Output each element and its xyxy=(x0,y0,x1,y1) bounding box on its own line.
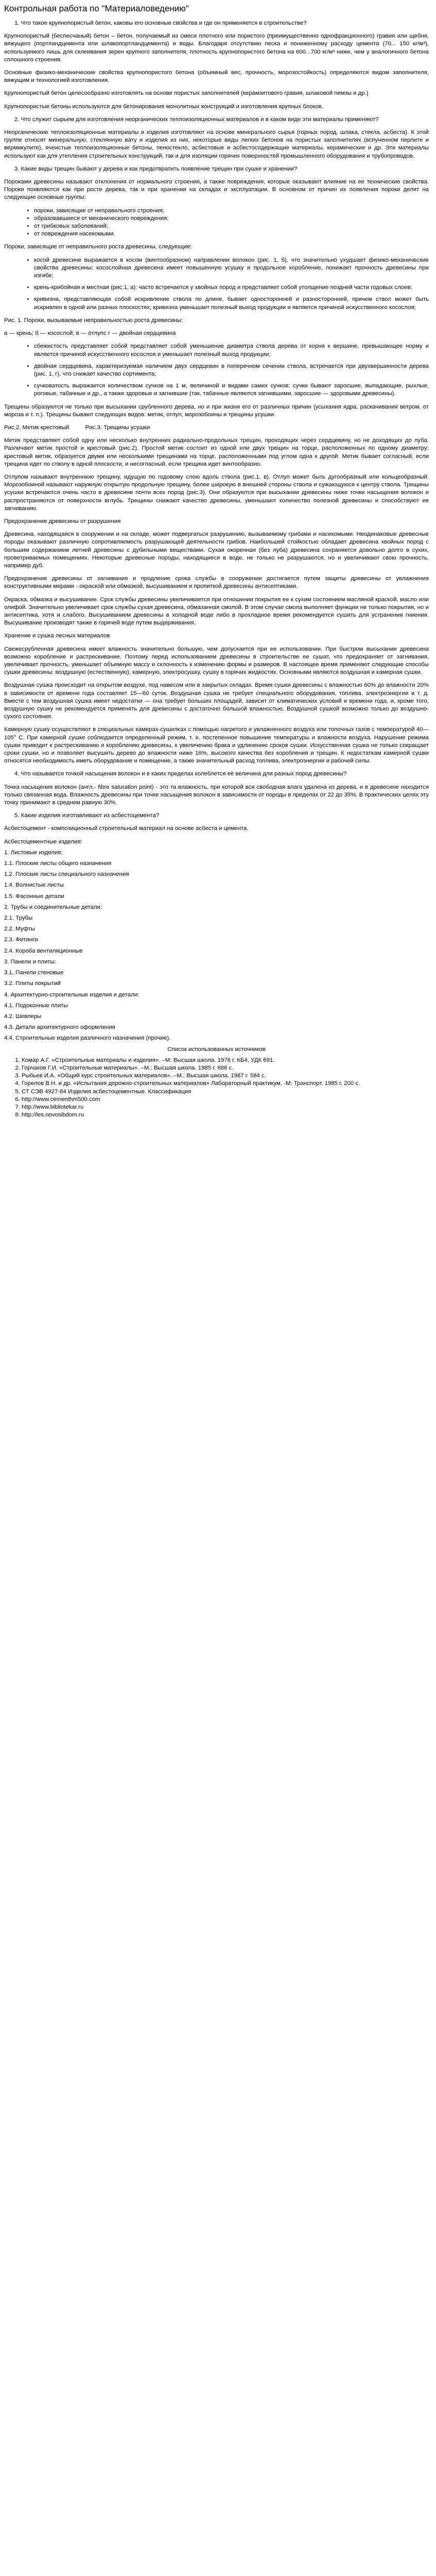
list-item: 4. Архитектурно-строительные изделия и детали: xyxy=(4,991,139,998)
paragraph: Асбестоцементные изделия: xyxy=(4,838,82,845)
sources-list xyxy=(4,1057,429,1120)
products-list xyxy=(4,849,429,1043)
paragraph: Асбестоцемент - композиционный строительный материал на основе асбеста и цемента. xyxy=(4,825,249,832)
list-item: • образовавшиеся от механического повреждения; xyxy=(34,215,429,223)
question-2: 2. Что служит сырьем для изготовления неорганических теплоизоляционных материалов и в каком виде эти материалы применяют? xyxy=(14,116,379,123)
list-item: 4.3. Детали архитектурного оформления xyxy=(4,1024,115,1031)
list-item: 3. Панели и плиты: xyxy=(4,958,56,965)
defect-groups-list xyxy=(4,207,429,239)
list-item: 2.1. Трубы xyxy=(4,915,33,922)
source-link[interactable]: 7. http://www.bibliotekar.ru xyxy=(22,1104,429,1111)
list-item: 1.4. Волнистые листы xyxy=(4,882,64,889)
paragraph: Предохранение древесины от загнивания и продление срока службы в сооружении достигается путем защиты древесины от увлажнения конструктивными мерами - окраской или обмазкой, высушиванием и пропиткой древесины антисептиками. xyxy=(4,575,429,590)
source-link[interactable]: 8. http://les.novosibdom.ru xyxy=(22,1111,429,1119)
paragraph: Основные физико-механические свойства крупнопористого бетона (объемный вес, прочность, морозостойкость) определяются видом заполнителя, вяжущим и технологией изготовления. xyxy=(4,70,429,84)
paragraph: Крупнопористый бетон целесообразно изготовлять на основе пористых заполнителей (керамзитового гравия, шлаковой пемзы и др.) xyxy=(4,90,369,97)
source-item: 5. СТ СЭВ 4927-84 Изделия асбестоцементные. Классификация xyxy=(22,1088,429,1096)
document-title: Контрольная работа по "Материаловедению" xyxy=(4,4,189,13)
list-item: • сучковатость выражается количеством сучков на 1 м, величиной и видами самих сучков; сучки бывают заросшие, выпадающие, рыхлые, роговые, табачные и др., а также здоровые и загнившие (так, табачные являются загнившими, заросшие — здоровыми древесины). xyxy=(34,382,429,398)
paragraph: Неорганические теплоизоляционные материалы и изделия изготовляют на основе минерального сырья (горных пород, шлака, стекла, асбеста). К этой группе относят минеральную, стеклянную вату и изделия из них, некоторые виды легких бетонов на пористых заполнителях (вспученном перлите и вермикулите), ячеистые теплоизоляционные бетоны, пеностекло, асбестовые и асбестосодержащие материалы, керамические и др. Эти материалы используют как для утепления строительных конструкций, так и для изоляции горячих поверхностей промышленного оборудования и трубопроводов. xyxy=(4,129,429,159)
source-link[interactable]: 6. http://www.cementhm500.com xyxy=(22,1096,429,1104)
list-item: 4.4. Строительные изделия различного назначения (прочие). xyxy=(4,1035,171,1042)
list-item: 2.4. Короба вентиляционные xyxy=(4,947,83,954)
question-4: 4. Что называется точкой насыщения волокон и в каких пределах колеблется её величина для разных пород древесины? xyxy=(14,771,347,777)
sources-heading: Список использованных источников xyxy=(167,1046,266,1053)
source-item: 4. Горелов В.Н. и др. «Испытания дорожно-строительных материалов» Лабораторный практикум. -М: Транспорт. 1985 г. 200 с. xyxy=(22,1080,429,1088)
source-item: 3. Рыбьев И.А. «Общий курс строительных материалов». –М.: Высшая школа. 1987 г. 584 с. xyxy=(22,1072,429,1080)
question-1: 1. Что такое крупнопористый бетон, каковы его основные свойства и где он применяется в строительстве? xyxy=(14,20,307,26)
list-item: 2.3. Фитинги xyxy=(4,937,38,943)
source-item: 1. Комар А.Г. «Строительные материалы и изделия». –М: Высшая школа. 1976 г. КБ4, УДК 691. xyxy=(22,1057,429,1064)
question-5: 5. Какие изделия изготавливают из асбестоцемента? xyxy=(14,812,160,819)
figure-2-3-caption: Рис.2. Метик крестовый Рис.3. Трещины усушки xyxy=(4,424,150,431)
list-item: 1.1. Плоские листы общего назначения xyxy=(4,860,112,867)
list-item: 1.2. Плоские листы специального назначения xyxy=(4,871,129,878)
figure-1-caption: Рис. 1. Пороки, вызываемые неправильностью роста древесины: xyxy=(4,317,183,324)
paragraph: Древесина, находящаяся в сооружении и на складе, может подвергаться разрушению, вызываемому грибами и насекомыми. Неодинаковые древесные породы оказывают различную сопротивляемость разрушающей деятельности грибов. Наибольшей стойкостью обладает древесина хвойных пород с большим содержанием летней древесины с дубильными веществами. Сухая окоренная (без луба) древесина сохраняется довольно долго в сухих, проветриваемых помещениях. Некоторые древесные породы, находящиеся в воде, не только не разрушаются, но и увеличивают свою прочность, например дуб. xyxy=(4,531,429,569)
section-heading: Предохранение древесины от разрушения xyxy=(4,518,121,524)
figure-1-legend: а — крень; б — косослой; в — отлупс г — двойная сердцевина xyxy=(4,330,176,337)
paragraph: Пороками древесины называют отклонения от нормального строения, а также повреждения, которые оказывают влияние на ее технические свойства. Пороки появляются как при росте дерева, так и при хранении на складах и эксплуатации. В основном от причин их появления пороки делят на следующие основные группы: xyxy=(4,179,429,201)
source-item: 2. Горчаков Г.И. «Строительные материалы». –М.: Высшая школа. 1985 г. 686 с. xyxy=(22,1064,429,1072)
paragraph: Отлупом называют внутреннюю трещину, идущую по годовому слою вдоль ствола (рис.1, в). Отлуп может быть дугообразный или кольцеобразный. Морозобоиной называют наружную открытую продольную трещину, более широкую в внешней стороны ствола и сужающуюся к центру ствола. Трещины усушки встречаются очень часто в древесине почти всех пород (рис.3). Они образуются при высыхании древесины ниже точки насыщения волокон и распространяются от поверхности вглубь. Трещины снижают качество древесины, уменьшают количество полезной древесины и способствуют ее загниванию. xyxy=(4,473,429,512)
list-item: • от грибковых заболеваний; xyxy=(34,223,429,230)
list-item: 2.2. Муфты xyxy=(4,926,35,933)
growth-defects-list-2 xyxy=(4,343,429,398)
question-3: 3. Какие виды трещин бывают у дерева и как предотвратить появление трещин при сушке и хранении? xyxy=(14,165,298,172)
list-item: 2. Трубы и соединительные детали: xyxy=(4,904,102,910)
list-item: • кривизна, представляющая собой искривление ствола по длине, бывает односторонней и разносторонней, причем ствол может быть искривлен в одной или разных плоскостях; кривизна уменьшает полезный выход продукции и является причиной искусственного косослоя; xyxy=(34,296,429,311)
list-item: • косой древесине выражается в косом (винтообразном) направлении волокон (рис. 1, б), что значительно ухудшает физико-механические свойства древесины: косослойная древесина имеет повышенную усушку и продольное коробление, понижает прочность древесины при изгибе; xyxy=(34,257,429,280)
list-item: • двойная сердцевина, характеризуемая наличием двух сердцевин в поперечном сечении ствола, встречается при двухвершинности дерева (рис. 1, г), что снижает качество сортимента; xyxy=(34,363,429,378)
paragraph: Пороки, зависящие от неправильного роста древесины, следующие: xyxy=(4,244,192,250)
paragraph: Камерную сушку осуществляют в специальных камерах-сушилках с помощью нагретого и увлажненного воздуха или топочных газов с температурой 40—105° С. При камерной сушке соблюдается определенный режим, т. е. постепенное повышение температуры и влажности воздуха. Нарушение режима сушки приводит к растрескиванию и короблению древесины, к увеличению брака и удлинению сроков сушки. Искусственная сушка не только сокращает сроки сушки, но и позволяет высушить дерево до влажности ниже 16%, высокого качества без коробления и трещин. К недостаткам камерной сушки относятся необходимость иметь оборудование и помещение, а также значительный расход топлива, электроэнергии и рабочей силы. xyxy=(4,726,429,765)
paragraph: Крупнопористые бетоны используются для бетонирования монолитных конструкций и изготовления крупных блоков. xyxy=(4,103,324,110)
document-page xyxy=(0,0,436,1124)
paragraph: Метик представляет собой одну или несколько внутренних радиально-продольных трещин, проходящих через сердцевину, но не доходящих до луба. Различают метик простой и крестовый (рис.2). Простой метик состоит из одной или двух трещин на торце, расположенных по одному диаметру; крестовый метик, образуется двумя или несколькими трещинами на торце, расположенными под углом одна к другой. Метик бывает согласный, если трещина идет по стволу в одной плоскости, и несогласный, если трещина идет винтообразно. xyxy=(4,437,429,467)
paragraph: Окраска, обмазка и высушивание. Срок службы древесины увеличивается при отношении покрытия ее к сухим состоянием масляной краской, масло или олифой. Значительно увеличивает срок службы сухая древесина, обмазанная смолой. В этом случае смола выполняет функции не только покрытия, но и антисептика, хотя и слабого. Высушиванием древесины в холодной воде либо в прохладное время рекомендуется сушить для устранения гниения. Высушивание производят также в горячей воде путем выдерживания. xyxy=(4,596,429,626)
paragraph: Крупнопористый (беспесчаный) бетон – бетон, получаемый из смеси плотного или пористого (преимущественно однофракционного) гравия или щебня, вяжущего (портландцемента или шлакопортландцемента) и воды. Благодаря отсутствию песка и пониженному расходу цемента (70... 150 кг/м³), используемого лишь для склеивания зерен крупного заполнителя, плотность крупнопористого бетона на 600...700 кг/м³ ниже, чем у аналогичного бетона сплошного строения. xyxy=(4,33,429,63)
list-item: • от повреждения насекомыми. xyxy=(34,230,429,238)
list-item: 4.2. Шевлеры xyxy=(4,1013,42,1020)
paragraph: Воздушная сушка происходит на открытом воздухе, под навесом или в закрытых складах. Время сушки древесины с влажностью 60% до влажности 20% в зависимости от времени года составляет 15—60 суток. Воздушная сушка не требует специального оборудования, топлива, электроэнергии и т. д. Вместе с тем воздушная сушка имеет недостатки — она требует больших площадей, зависит от климатических условий и времени года, и, кроме того, воздушную сушку не рекомендуется применять для древесины с достаточно большой влажностью. Воздушной сушкой возможно только до воздушно-сухого состояния. xyxy=(4,682,429,720)
list-item: 3.1. Панели стеновые xyxy=(4,970,64,976)
paragraph: Трещины образуются не только при высыхании срубленного дерева, но и при жизни его от различных причин (усыхания ядра, раскачивания ветром, от мороза и т. п.). Трещины бывают следующих видов: метик, отлуп, морозобоины и трещины усушки. xyxy=(4,403,429,418)
list-item: 1. Листовые изделия: xyxy=(4,849,63,856)
growth-defects-list xyxy=(4,257,429,312)
list-item: 1.5. Фасонные детали xyxy=(4,893,64,900)
list-item: • пороки, зависящие от неправильного строения; xyxy=(34,207,429,215)
paragraph: Свежесрубленная древесина имеет влажность значительно большую, чем допускается при ее использовании. При быстром высыхании древесина возможно коробление и растрескивание. Поэтому перед использованием древесины в строительстве ее сушат, что предохраняет от загнивания, увеличивает прочность, уменьшает объемную массу и склонность к изменению формы и размеров. В настоящее время применяют следующие способы сушки древесины: воздушную (естественную), камерную, электросушку, сушку в горячих жидкостях. Основными являются воздушная и камерная сушки. xyxy=(4,646,429,676)
list-item: • сбежистость представляет собой представляет собой уменьшение диаметра ствола дерева от корня к вершине, превышающее норму и является причиной искусственного косослоя и уменьшает полезный выход продукции; xyxy=(34,343,429,358)
paragraph: Точка насыщения волокон (англ.- fibre saturation point) - это та влажность, при которой вся свободная влага удалена из дерева, и в древесине находится только связанная вода. Влажность древесины при точке насыщения волокон в зависимости от породы в пределах от 22 до 35%. В практических целях эту точку принимают в среднем равную 30%. xyxy=(4,784,429,806)
section-heading: Хранение и сушка лесных материалов xyxy=(4,633,110,639)
list-item: 3.2. Плиты покрытий xyxy=(4,980,61,987)
list-item: • крень-крибойная и местная (рис.1, а): часто встречается у хвойных пород и представляет собой утолщение поздней части годовых слоев; xyxy=(34,284,429,292)
list-item: 4.1. Подоконные плиты xyxy=(4,1002,68,1009)
